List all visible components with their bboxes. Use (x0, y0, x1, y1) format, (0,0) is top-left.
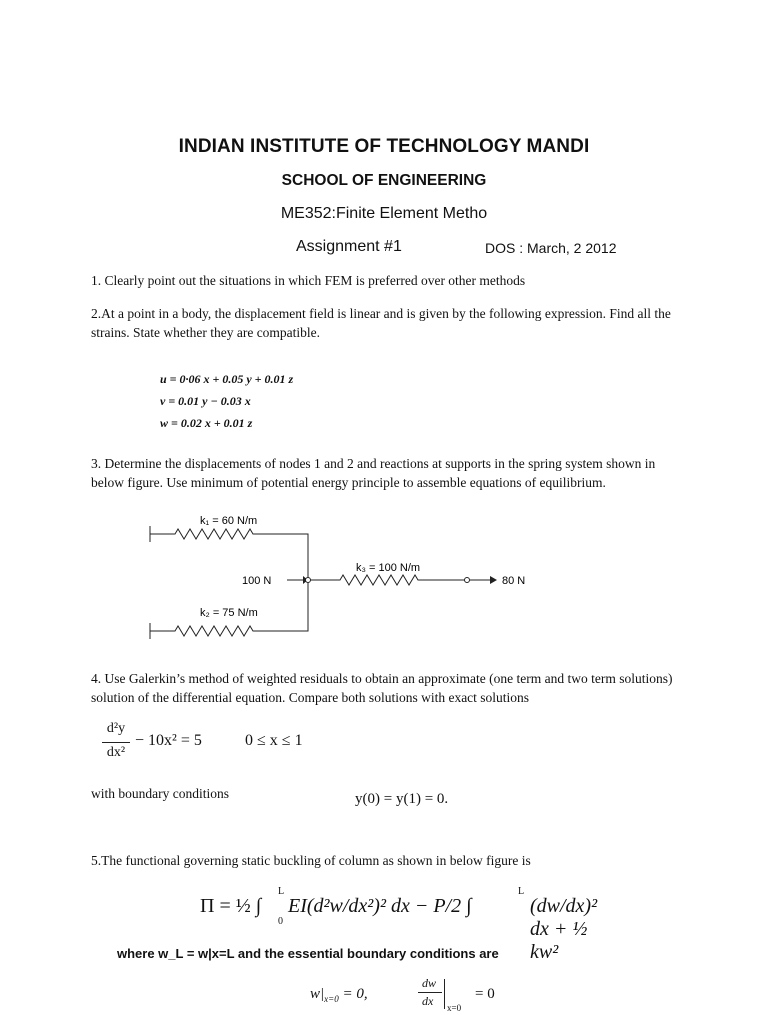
fraction-denominator: dx² (106, 745, 126, 760)
label-force-100: 100 N (242, 575, 272, 587)
question-1: 1. Clearly point out the situations in which FEM is preferred over other methods (91, 273, 526, 288)
essential-bc-text: where w_L = w|x=L and the essential boundary conditions are (117, 946, 499, 961)
boundary-conditions-label: with boundary conditions (91, 786, 229, 801)
buckling-functional: Π = ½ ∫ L 0 EI(d²w/dx²)² dx − P/2 ∫ L (dw/dx)² dx + ½ kw² (200, 886, 598, 963)
assignment-number: Assignment #1 (296, 238, 402, 255)
node-2 (465, 578, 470, 583)
label-k3: k₃ = 100 N/m (356, 562, 421, 574)
node-1 (306, 578, 311, 583)
question-3: 3. Determine the displacements of nodes 1 and 2 and reactions at supports in the spring system shown in below figure. Use minimum of potential energy principle to assemble equations of equilibrium. (91, 456, 656, 490)
spring-k1 (150, 529, 308, 580)
equation-domain: 0 ≤ x ≤ 1 (245, 732, 303, 749)
label-k1: k₁ = 60 N/m (200, 515, 258, 527)
question-4: 4. Use Galerkin’s method of weighted residuals to obtain an approximate (one term and two term solutions) solution of the differential equation. Compare both solutions with exact solutions (91, 671, 673, 705)
date-of-submission: DOS : March, 2 2012 (485, 240, 617, 256)
question-5: 5.The functional governing static buckling of column as shown in below figure is (91, 853, 531, 868)
equation-v: v = 0.01 y − 0.03 x (160, 394, 251, 408)
label-k2: k₂ = 75 N/m (200, 607, 258, 619)
fraction-numerator: d²y (106, 721, 126, 736)
label-force-80: 80 N (502, 575, 526, 587)
differential-equation (95, 721, 495, 769)
spring-k3 (310, 575, 465, 585)
course-name: ME352:Finite Element Metho (280, 205, 488, 222)
equation-u: u = 0·06 x + 0.05 y + 0.01 z (160, 372, 294, 386)
school-name: SCHOOL OF ENGINEERING (281, 172, 487, 189)
institute-title: INDIAN INSTITUTE OF TECHNOLOGY MANDI (178, 136, 590, 157)
fraction-bar (102, 742, 130, 743)
equation-rhs: − 10x² = 5 (135, 732, 202, 749)
essential-boundary-conditions: $w|_{x=0} = 0$, dw dx x=0 = 0 (310, 976, 495, 1013)
spring-system-figure (140, 510, 540, 645)
boundary-conditions: y(0) = y(1) = 0. (355, 791, 449, 807)
arrowhead-80 (490, 576, 497, 584)
displacement-equations (160, 368, 293, 434)
question-2: 2.At a point in a body, the displacement field is linear and is given by the following expression. Find all the strains. State whether they are compatible. (91, 306, 671, 340)
equation-w: w = 0.02 x + 0.01 z (160, 416, 253, 430)
